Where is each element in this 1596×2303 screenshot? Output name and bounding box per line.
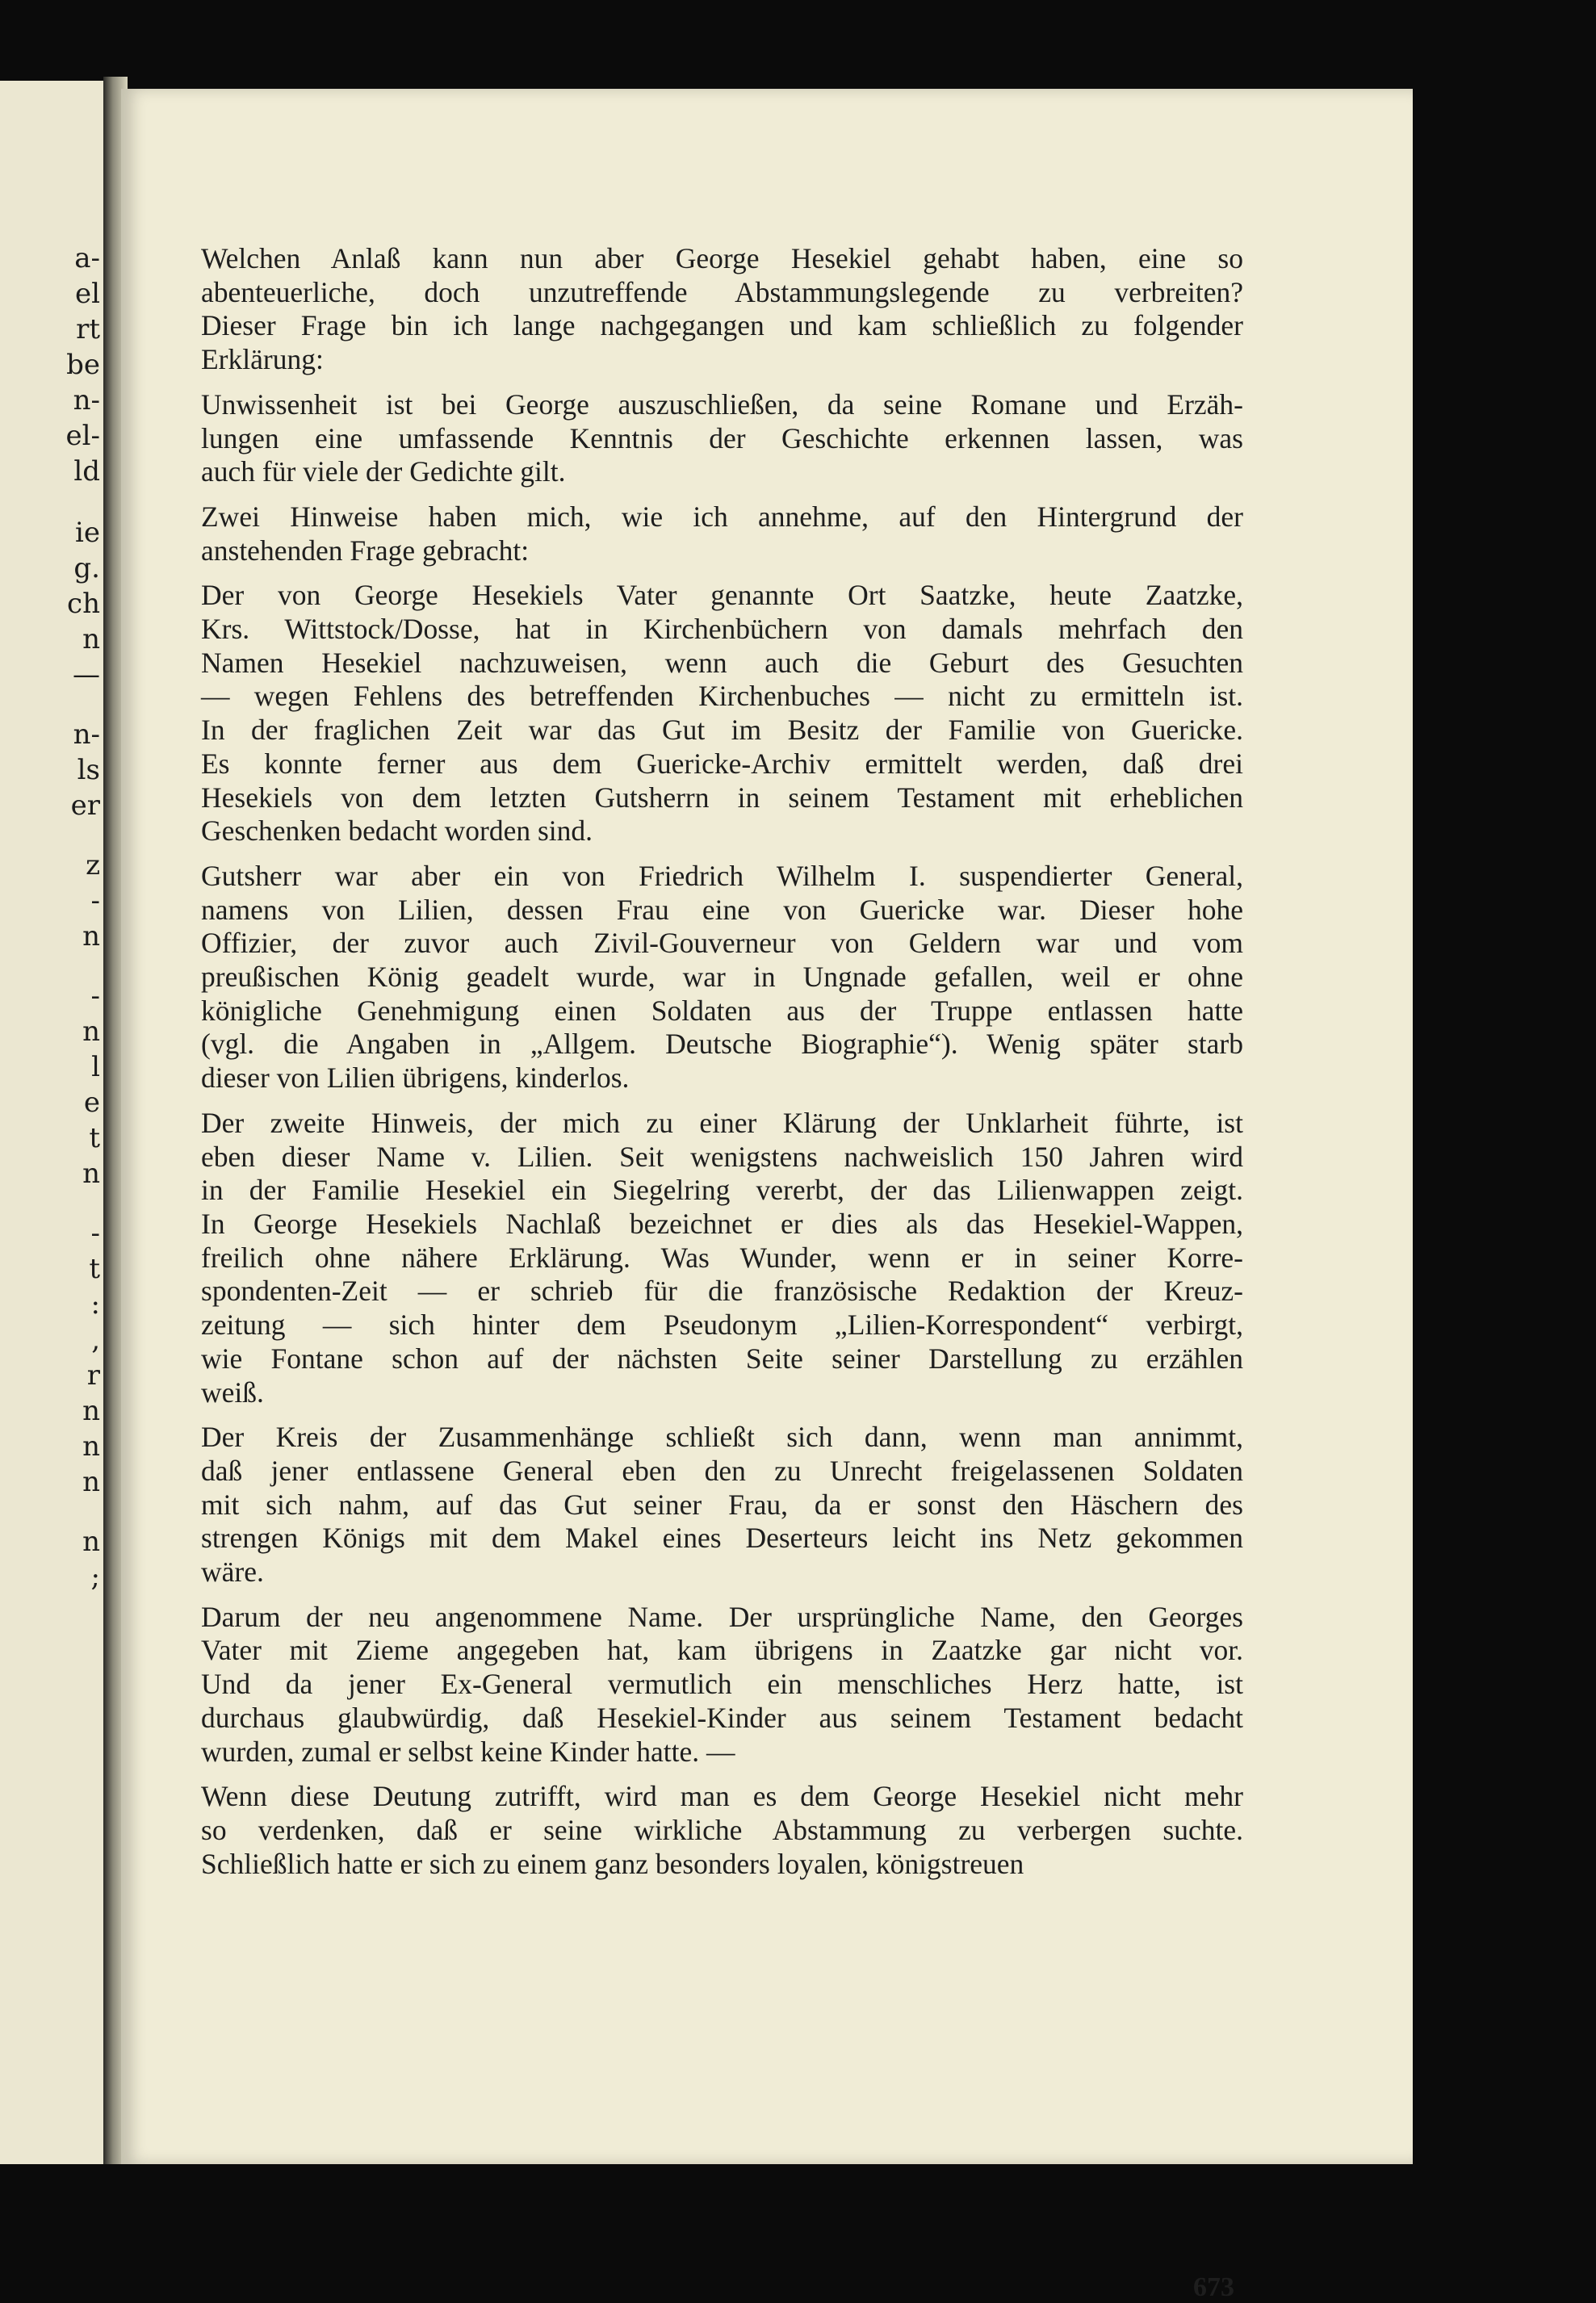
text-line: Der zweite Hinweis, der mich zu einer Klärung der Unklarheit führte, ist	[201, 1106, 1243, 1139]
text-line: freilich ohne nähere Erklärung. Was Wunder, wenn er in seiner Korre-	[201, 1241, 1243, 1274]
left-page-fragment: ie	[75, 517, 100, 549]
left-page-fragment: ld	[73, 455, 100, 488]
text-line: mit sich nahm, auf das Gut seiner Frau, da er sonst den Häschern des	[201, 1488, 1243, 1521]
left-page-fragment: ,	[91, 1324, 100, 1356]
text-line: wäre.	[201, 1556, 264, 1589]
left-page-fragment: :	[90, 1288, 100, 1321]
left-page-fragment: t	[89, 1122, 100, 1154]
paragraph	[201, 388, 1243, 489]
body-text	[201, 242, 1243, 1892]
right-page	[121, 89, 1413, 2302]
text-line: Welchen Anlaß kann nun aber George Hesekiel gehabt haben, eine so	[201, 242, 1243, 274]
text-line: Der Kreis der Zusammenhänge schließt sich dann, wenn man annimmt,	[201, 1421, 1243, 1454]
left-page-fragment: -	[90, 1217, 100, 1250]
text-line: anstehenden Frage gebracht:	[201, 534, 530, 567]
paragraph	[201, 1780, 1243, 1881]
text-line: daß jener entlassene General eben den zu Unrecht freigelassenen Soldaten	[201, 1454, 1243, 1487]
text-line: durchaus glaubwürdig, daß Hesekiel-Kinder aus seinem Testament bedacht	[201, 1701, 1243, 1734]
text-line: dieser von Lilien übrigens, kinderlos.	[201, 1061, 630, 1095]
left-page-fragment: e	[83, 1087, 100, 1119]
text-line: Hesekiels von dem letzten Gutsherrn in seinem Testament mit erheblichen	[201, 781, 1243, 814]
left-page-fragment: er	[70, 789, 100, 822]
text-line: weiß.	[201, 1376, 264, 1409]
paragraph	[201, 860, 1243, 1095]
left-page-fragment: el-	[65, 420, 100, 452]
paragraph	[201, 1601, 1243, 1769]
text-line: In George Hesekiels Nachlaß bezeichnet er dies als das Hesekiel-Wappen,	[201, 1207, 1243, 1240]
left-page-fragment: n	[82, 1430, 100, 1463]
text-line: zeitung — sich hinter dem Pseudonym „Lilien-Korrespondent“ verbirgt,	[201, 1309, 1243, 1342]
left-page-fragment: n	[82, 1158, 100, 1190]
left-page-fragment: —	[73, 659, 100, 691]
left-page-fragment: n	[82, 920, 100, 953]
text-line: Krs. Wittstock/Dosse, hat in Kirchenbüchern von damals mehrfach den	[201, 613, 1243, 646]
text-line: eben dieser Name v. Lilien. Seit wenigstens nachweislich 150 Jahren wird	[201, 1140, 1243, 1173]
text-line: Offizier, der zuvor auch Zivil-Gouverneur von Geldern war und vom	[201, 927, 1243, 960]
text-line: Erklärung:	[201, 343, 324, 376]
text-line: strengen Königs mit dem Makel eines Deserteurs leicht ins Netz gekommen	[201, 1522, 1243, 1555]
text-line: namens von Lilien, dessen Frau eine von Guericke war. Dieser hohe	[201, 893, 1243, 926]
left-page-fragment: z	[86, 849, 100, 881]
left-page-fragment: -	[90, 980, 100, 1012]
text-line: Geschenken bedacht worden sind.	[201, 814, 593, 848]
paragraph	[201, 242, 1243, 377]
left-page-fragment: a-	[74, 242, 100, 274]
paragraph	[201, 500, 1243, 567]
page-number: 673	[1193, 2272, 1234, 2302]
text-line: (vgl. die Angaben in „Allgem. Deutsche Biographie“). Wenig später starb	[201, 1028, 1243, 1061]
left-page-fragment: n	[82, 1466, 100, 1498]
left-page-fragment: el	[75, 278, 100, 310]
text-line: in der Familie Hesekiel ein Siegelring vererbt, der das Lilienwappen zeigt.	[201, 1174, 1243, 1207]
left-page-fragment: -	[90, 885, 100, 917]
text-line: Der von George Hesekiels Vater genannte Ort Saatzke, heute Zaatzke,	[201, 579, 1243, 612]
left-page-fragment: r	[86, 1359, 100, 1392]
text-line: In der fraglichen Zeit war das Gut im Besitz der Familie von Guericke.	[201, 714, 1243, 747]
text-line: Unwissenheit ist bei George auszuschließen, da seine Romane und Erzäh-	[201, 387, 1243, 421]
text-line: Gutsherr war aber ein von Friedrich Wilhelm I. suspendierter General,	[201, 859, 1243, 892]
text-line: Es konnte ferner aus dem Guericke-Archiv ermittelt werden, daß drei	[201, 747, 1243, 780]
text-line: preußischen König geadelt wurde, war in Ungnade gefallen, weil er ohne	[201, 961, 1243, 994]
left-page-fragment: n-	[73, 718, 100, 751]
text-line: wurden, zumal er selbst keine Kinder hatte. —	[201, 1735, 735, 1768]
left-page-fragment: be	[66, 349, 100, 381]
text-line: Schließlich hatte er sich zu einem ganz besonders loyalen, königstreuen	[201, 1847, 1024, 1880]
left-page-fragment: n-	[73, 384, 100, 417]
text-line: königliche Genehmigung einen Soldaten aus der Truppe entlassen hatte	[201, 994, 1243, 1027]
text-line: Und da jener Ex-General vermutlich ein menschliches Herz hatte, ist	[201, 1668, 1243, 1701]
left-page-fragment: n	[82, 623, 100, 655]
left-page-fragment: t	[89, 1253, 100, 1285]
paragraph	[201, 579, 1243, 848]
left-page-edge	[0, 81, 103, 2164]
left-page-fragment: ;	[90, 1561, 100, 1593]
text-line: spondenten-Zeit — er schrieb für die französische Redaktion der Kreuz-	[201, 1275, 1243, 1308]
text-line: abenteuerliche, doch unzutreffende Abstammungslegende zu verbreiten?	[201, 275, 1243, 308]
text-line: auch für viele der Gedichte gilt.	[201, 455, 566, 488]
text-line: lungen eine umfassende Kenntnis der Geschichte erkennen lassen, was	[201, 421, 1243, 454]
left-page-fragment: l	[91, 1051, 100, 1083]
left-page-fragment: ch	[67, 588, 100, 620]
text-line: — wegen Fehlens des betreffenden Kirchenbuches — nicht zu ermitteln ist.	[201, 680, 1243, 713]
left-page-fragment: n	[82, 1395, 100, 1427]
text-line: so verdenken, daß er seine wirkliche Abstammung zu verbergen suchte.	[201, 1813, 1243, 1846]
text-line: Wenn diese Deutung zutrifft, wird man es dem George Hesekiel nicht mehr	[201, 1780, 1243, 1813]
left-page-fragment: n	[82, 1015, 100, 1048]
left-page-fragment: ls	[77, 754, 100, 786]
paragraph	[201, 1421, 1243, 1589]
left-page-fragment: n	[82, 1526, 100, 1558]
left-page-fragment: rt	[76, 313, 100, 345]
text-line: Zwei Hinweise haben mich, wie ich annehme, auf den Hintergrund der	[201, 500, 1243, 533]
paragraph	[201, 1107, 1243, 1409]
text-line: Darum der neu angenommene Name. Der ursprüngliche Name, den Georges	[201, 1600, 1243, 1633]
text-line: Vater mit Zieme angegeben hat, kam übrigens in Zaatzke gar nicht vor.	[201, 1634, 1243, 1667]
text-line: Namen Hesekiel nachzuweisen, wenn auch die Geburt des Gesuchten	[201, 646, 1243, 679]
left-page-fragment: g.	[73, 552, 100, 584]
text-line: Dieser Frage bin ich lange nachgegangen und kam schließlich zu folgender	[201, 309, 1243, 342]
text-line: wie Fontane schon auf der nächsten Seite seiner Darstellung zu erzählen	[201, 1342, 1243, 1375]
